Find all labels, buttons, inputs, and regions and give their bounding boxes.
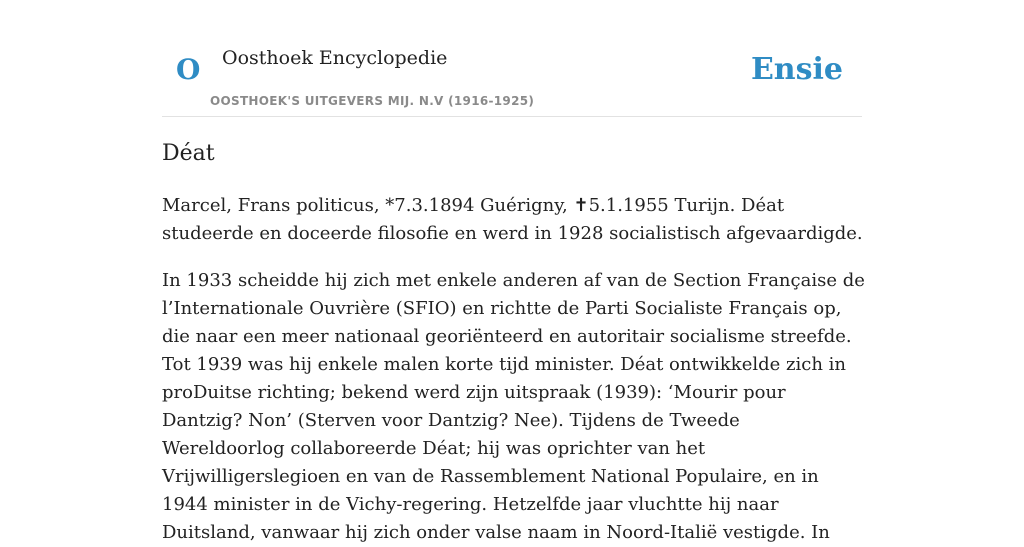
brand-logo[interactable]: Ensie: [750, 52, 843, 87]
publisher-label: OOSTHOEK'S UITGEVERS MIJ. N.V (1916-1925): [210, 94, 535, 108]
site-header: [162, 0, 862, 117]
logo-icon[interactable]: O: [176, 53, 201, 86]
entry-title: Déat: [162, 141, 215, 166]
book-title[interactable]: Oosthoek Encyclopedie: [222, 47, 448, 69]
article-paragraph: Marcel, Frans politicus, *7.3.1894 Guérigny, ✝5.1.1955 Turijn. Déat studeerde en doceerde filosofie en werd in 1928 socialistisch afgevaardigde.: [162, 195, 863, 244]
article-paragraph: In 1933 scheidde hij zich met enkele anderen af van de Section Française de l’Internationale Ouvrière (SFIO) en richtte de Parti Socialiste Français op, die naar een meer nationaal georiënteerd en autoritair socialisme streefde. Tot 1939 was hij enkele malen korte tijd minister. Déat ontwikkelde zich in proDuitse richting; bekend werd zijn uitspraak (1939): ‘Mourir pour Dantzig? Non’ (Sterven voor Dantzig? Nee). Tijdens de Tweede Wereldoorlog collaboreerde Déat; hij was oprichter van het Vrijwilligerslegioen en van de Rassemblement National Populaire, en in 1944 minister in de Vichy-regering. Hetzelfde jaar vluchtte hij naar Duitsland, vanwaar hij zich onder valse naam in Noord-Italië vestigde. In: [162, 270, 865, 543]
article: [162, 136, 867, 547]
